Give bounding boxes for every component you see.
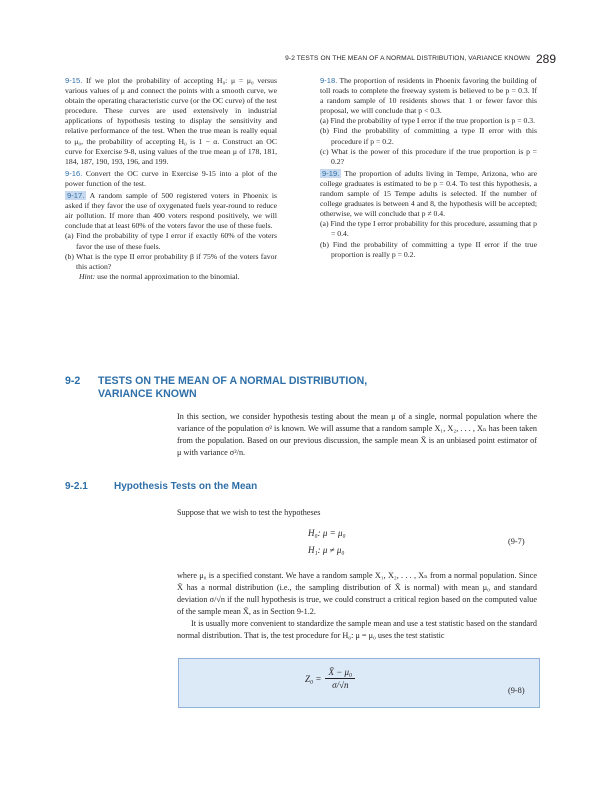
page-number: 289 xyxy=(536,52,557,66)
subsection-number: 9-2.1 xyxy=(65,481,88,492)
exercise-text: The proportion of adults living in Tempe, Arizona, who are college graduates is estimated to be p = 0.4. To test this hypothesis, a random sample of 15 Tempe adults is selected. If the number of college graduates is between 4 and 8, the hypothesis will be accepted; otherwise, we will conclude that p ≠ 0.4. xyxy=(320,168,537,219)
section-number: 9-2 xyxy=(65,375,81,387)
exercise-hint xyxy=(65,272,277,282)
paragraph-text: Suppose that we wish to test the hypotheses xyxy=(177,508,321,517)
exercise-part-c: (c) What is the power of this procedure if the true proportion is p = 0.2? xyxy=(320,146,537,166)
test-statistic-box xyxy=(178,658,540,708)
test-statistic-formula xyxy=(305,667,355,690)
subsection-title: Hypothesis Tests on the Mean xyxy=(114,481,258,492)
exercise-9-18 xyxy=(320,76,537,116)
exercise-9-16 xyxy=(65,169,277,189)
exercise-9-17 xyxy=(65,191,277,231)
subsection-heading xyxy=(65,481,257,492)
paragraph-text: It is usually more convenient to standardize the sample mean and use a test statistic based on the standard normal distribution. That is, the test procedure for H₀: μ = μ₀ uses the test statistic xyxy=(177,619,537,640)
section-title-line2: VARIANCE KNOWN xyxy=(98,387,197,400)
right-exercise-column xyxy=(320,76,537,260)
subsection-para1 xyxy=(177,507,537,519)
exercise-text: The proportion of residents in Phoenix favoring the building of toll roads to complete the freeway system is believed to be p = 0.3. If a random sample of 10 residents shows that 1 or fewer favor this proposal, we will conclude that p < 0.3. xyxy=(320,76,537,116)
subsection-para2 xyxy=(177,570,537,618)
exercise-9-15 xyxy=(65,76,277,167)
section-intro xyxy=(177,411,537,459)
exercise-text: Convert the OC curve in Exercise 9-15 into a plot of the power function of the test. xyxy=(65,168,277,188)
running-title: 9-2 TESTS ON THE MEAN OF A NORMAL DISTRIBUTION, VARIANCE KNOWN xyxy=(285,55,530,62)
exercise-part-b: (b) Find the probability of committing a type II error with this procedure if p = 0.2. xyxy=(320,126,537,146)
hint-text: use the normal approximation to the binomial. xyxy=(97,271,240,281)
subsection-para3 xyxy=(177,618,537,642)
exercise-part-a: (a) Find the type I error probability for this procedure, assuming that p = 0.4. xyxy=(320,219,537,239)
exercise-number: 9-15. xyxy=(65,76,83,85)
exercise-text: A random sample of 500 registered voters in Phoenix is asked if they favor the use of oxygenated fuels year-round to reduce air pollution. If more than 400 voters respond positively, we will conclude that at least 60% of the voters favor the use of these fuels. xyxy=(65,191,277,231)
section-heading xyxy=(65,375,465,400)
exercise-part-a: (a) Find the probability of type I error if exactly 60% of the voters favor the use of these fuels. xyxy=(65,231,277,251)
exercise-number: 9-19. xyxy=(322,168,340,178)
exercise-number: 9-16. xyxy=(65,168,83,178)
section-intro-text: In this section, we consider hypothesis testing about the mean μ of a single, normal population where the variance of the population σ² is known. We will assume that a random sample X₁, X₂, . . . , Xₙ has been taken from the population. Based on our previous discussion, the sample mean X̄ is an unbiased point estimator of μ with variance σ²/n. xyxy=(177,412,537,457)
hypothesis-null: H₀: μ = μ₀ xyxy=(308,528,346,538)
exercise-text: If we plot the probability of accepting H₀: μ = μ₀ versus various values of μ and connect the points with a smooth curve, we obtain the operating characteristic curve (or the OC curve) of the test procedure. These curves are used extensively in industrial applications of hypothesis testing to display the sensitivity and relative performance of the test. When the true mean is really equal to μ₀, the probability of accepting H₀ is 1 − α. Construct an OC curve for Exercise 9-8, using values of the true mean μ of 178, 181, 184, 187, 190, 193, 196, and 199. xyxy=(65,76,277,166)
paragraph-text: where μ₀ is a specified constant. We have a random sample X₁, X₂, . . . , Xₙ from a normal population. Since X̄ has a normal distribution (i.e., the sampling distribution of X̄ is normal) with mean μ₀ and standard deviation σ/√n if the null hypothesis is true, we could construct a critical region based on the computed value of the sample mean X̄, as in Section 9-1.2. xyxy=(177,571,537,616)
section-title-line1: TESTS ON THE MEAN OF A NORMAL DISTRIBUTION, xyxy=(98,375,368,387)
hypothesis-alternative: H₁: μ ≠ μ₀ xyxy=(308,545,345,555)
fraction-numerator: X̄ − μ₀ xyxy=(325,667,355,679)
exercise-part-a: (a) Find the probability of type I error if the true proportion is p = 0.3. xyxy=(320,116,536,126)
exercise-9-19 xyxy=(320,169,537,219)
exercise-part-b: (b) What is the type II error probability β if 75% of the voters favor this action? xyxy=(65,251,277,271)
formula-lhs: Z₀ = xyxy=(305,673,322,684)
exercise-part-b: (b) Find the probability of committing a type II error if the true proportion is really p = 0.2. xyxy=(320,239,537,259)
fraction-denominator: σ/√n xyxy=(332,680,349,690)
left-exercise-column xyxy=(65,76,277,282)
exercise-number: 9-18. xyxy=(320,76,338,85)
equation-label-9-8: (9-8) xyxy=(508,686,525,695)
hint-label: Hint: xyxy=(79,271,96,281)
equation-label-9-7: (9-7) xyxy=(508,537,525,546)
exercise-number: 9-17. xyxy=(67,191,85,201)
fraction xyxy=(325,667,355,690)
